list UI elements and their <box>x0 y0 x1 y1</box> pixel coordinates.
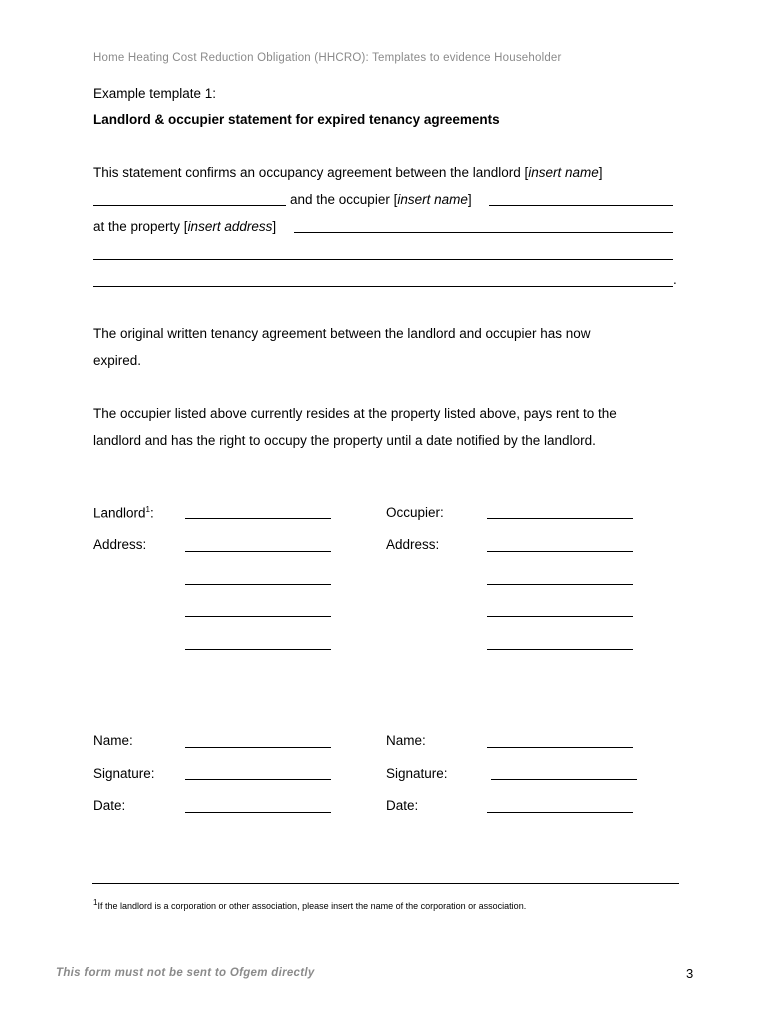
bracket: ] <box>598 165 603 180</box>
occupier-signature-label: Signature: <box>386 766 448 781</box>
statement-line-3 <box>93 219 276 234</box>
occupier-date-field[interactable] <box>487 812 633 813</box>
landlord-name-sign-field[interactable] <box>185 747 331 748</box>
footnote-separator <box>92 883 679 884</box>
landlord-address-field-1[interactable] <box>185 551 331 552</box>
property-address-field-3[interactable] <box>93 286 673 287</box>
occupier-name-label: Name: <box>386 733 426 748</box>
landlord-text: Landlord <box>93 505 146 521</box>
document-header: Home Heating Cost Reduction Obligation (HHCRO): Templates to evidence Householder <box>93 52 562 64</box>
bracket: ] <box>467 192 472 207</box>
statement-text: This statement confirms an occupancy agreement between the landlord [ <box>93 165 529 180</box>
occupier-signature-field[interactable] <box>491 779 637 780</box>
footnote <box>93 898 526 911</box>
colon: : <box>150 505 154 521</box>
landlord-label <box>93 505 154 521</box>
statement-text: and the occupier [ <box>290 192 398 207</box>
occupier-address-field-3[interactable] <box>487 616 633 617</box>
property-address-field-2[interactable] <box>93 259 673 260</box>
para2-line-1: The original written tenancy agreement between the landlord and occupier has now <box>93 326 591 341</box>
occupier-label: Occupier: <box>386 505 444 520</box>
insert-name-placeholder: insert name <box>397 192 468 207</box>
statement-period: . <box>673 272 677 287</box>
para3-line-2: landlord and has the right to occupy the property until a date notified by the landlord. <box>93 433 596 448</box>
landlord-date-field[interactable] <box>185 812 331 813</box>
footnote-text: If the landlord is a corporation or other association, please insert the name of the corporation or association. <box>97 901 527 911</box>
landlord-address-field-2[interactable] <box>185 584 331 585</box>
landlord-address-field-4[interactable] <box>185 649 331 650</box>
occupier-address-field-1[interactable] <box>487 551 633 552</box>
page-number: 3 <box>686 966 694 981</box>
occupier-address-field-4[interactable] <box>487 649 633 650</box>
landlord-field[interactable] <box>185 518 331 519</box>
para2-line-2: expired. <box>93 353 142 368</box>
occupier-address-label: Address: <box>386 537 440 552</box>
template-label: Example template 1: <box>93 86 217 101</box>
landlord-signature-label: Signature: <box>93 766 155 781</box>
statement-line-2 <box>290 192 472 207</box>
footnote-marker: 1 <box>93 898 98 907</box>
document-title: Landlord & occupier statement for expired tenancy agreements <box>93 112 500 127</box>
property-address-field-1[interactable] <box>294 232 673 233</box>
footnote-marker: 1 <box>145 505 150 514</box>
footer-note: This form must not be sent to Ofgem directly <box>56 967 315 979</box>
occupier-address-field-2[interactable] <box>487 584 633 585</box>
insert-name-placeholder: insert name <box>528 165 599 180</box>
landlord-name-field[interactable] <box>93 205 286 206</box>
bracket: ] <box>272 219 277 234</box>
statement-line-1 <box>93 165 603 180</box>
occupier-date-label: Date: <box>386 798 419 813</box>
landlord-signature-field[interactable] <box>185 779 331 780</box>
occupier-name-field[interactable] <box>489 205 673 206</box>
para3-line-1: The occupier listed above currently resides at the property listed above, pays rent to the <box>93 406 617 421</box>
landlord-address-field-3[interactable] <box>185 616 331 617</box>
statement-text: at the property [ <box>93 219 188 234</box>
insert-address-placeholder: insert address <box>187 219 273 234</box>
landlord-address-label: Address: <box>93 537 147 552</box>
landlord-name-label: Name: <box>93 733 133 748</box>
occupier-field[interactable] <box>487 518 633 519</box>
landlord-date-label: Date: <box>93 798 126 813</box>
occupier-name-sign-field[interactable] <box>487 747 633 748</box>
